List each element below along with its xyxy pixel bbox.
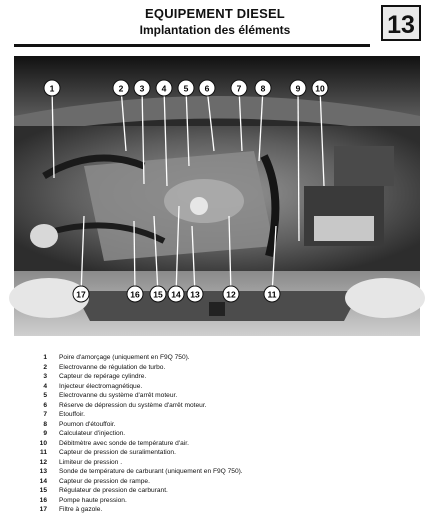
page-title: EQUIPEMENT DIESEL <box>145 6 285 21</box>
legend-number: 4 <box>43 382 47 390</box>
legend-item <box>35 505 243 515</box>
legend-text: Limiteur de pression . <box>59 458 123 466</box>
callout-number: 2 <box>118 83 124 94</box>
callout-number: 4 <box>161 83 167 94</box>
legend-text: Pompe haute pression. <box>59 496 127 504</box>
legend-number: 13 <box>39 468 47 475</box>
legend-number: 8 <box>43 420 47 428</box>
legend-item <box>35 363 243 373</box>
callout-number: 12 <box>226 289 236 300</box>
chapter-number-box: 13 <box>381 5 421 41</box>
legend-number: 7 <box>43 411 47 418</box>
callout-number: 3 <box>139 83 145 94</box>
callout-number: 11 <box>267 289 277 300</box>
callout-number: 13 <box>190 289 200 300</box>
legend-text: Poumon d'étouffoir. <box>59 420 116 428</box>
legend-number: 16 <box>39 496 47 504</box>
callout-number: 14 <box>171 289 181 300</box>
callout-number: 17 <box>76 289 86 300</box>
legend-number: 1 <box>43 354 47 361</box>
legend-text: Réserve de dépression du système d'arrêt moteur. <box>59 401 207 409</box>
legend-item <box>35 458 243 468</box>
legend-number: 12 <box>39 458 47 466</box>
legend-number: 6 <box>43 401 47 409</box>
callout-number: 7 <box>236 83 242 94</box>
callout-number: 6 <box>204 83 210 94</box>
legend-number: 15 <box>39 487 47 494</box>
legend-item <box>35 382 243 392</box>
callout-number: 16 <box>130 289 140 300</box>
legend-number: 17 <box>39 506 47 513</box>
legend-text: Etouffoir. <box>59 411 85 418</box>
legend-text: Capteur de pression de rampe. <box>59 477 150 485</box>
legend-number: 11 <box>40 449 47 456</box>
legend-text: Sonde de température de carburant (uniquement en F9Q 750). <box>59 468 243 475</box>
legend-item <box>35 410 243 420</box>
callout-number: 15 <box>153 289 163 300</box>
legend-item <box>35 486 243 496</box>
legend-text: Filtre à gazole. <box>59 506 103 513</box>
legend-item <box>35 496 243 506</box>
legend-text: Débitmètre avec sonde de température d'air. <box>59 439 189 447</box>
legend-number: 14 <box>39 477 47 485</box>
legend-item <box>35 353 243 363</box>
figure-reference: 19323 <box>387 378 406 385</box>
page-subtitle: Implantation des éléments <box>139 23 291 37</box>
legend-text: Poire d'amorçage (uniquement en F9Q 750). <box>59 354 190 361</box>
legend-text: Electrovanne de régulation de turbo. <box>59 363 166 371</box>
legend-item <box>35 429 243 439</box>
legend-text: Electrovanne du système d'arrêt moteur. <box>59 392 178 399</box>
callout-number: 8 <box>260 83 266 94</box>
legend-text: Capteur de repérage cylindre. <box>59 373 147 380</box>
legend-item <box>35 420 243 430</box>
legend-item <box>35 439 243 449</box>
legend-text: Injecteur électromagnétique. <box>59 382 143 390</box>
legend-number: 9 <box>43 430 47 437</box>
legend-list <box>35 353 243 515</box>
legend-item <box>35 391 243 401</box>
legend-number: 2 <box>43 363 47 371</box>
legend-item <box>35 467 243 477</box>
legend-number: 10 <box>39 439 47 447</box>
legend-item <box>35 477 243 487</box>
header-rule <box>14 44 370 47</box>
callout-number: 5 <box>183 83 189 94</box>
callout-number: 1 <box>49 83 55 94</box>
legend-text: Régulateur de pression de carburant. <box>59 487 168 494</box>
legend-text: Calculateur d'injection. <box>59 430 126 437</box>
callout-number: 10 <box>315 83 325 94</box>
legend-number: 5 <box>43 392 47 399</box>
callout-number: 9 <box>295 83 301 94</box>
legend-item <box>35 372 243 382</box>
legend-number: 3 <box>43 373 47 380</box>
legend-item <box>35 401 243 411</box>
legend-text: Capteur de pression de suralimentation. <box>59 449 176 456</box>
legend-item <box>35 448 243 458</box>
